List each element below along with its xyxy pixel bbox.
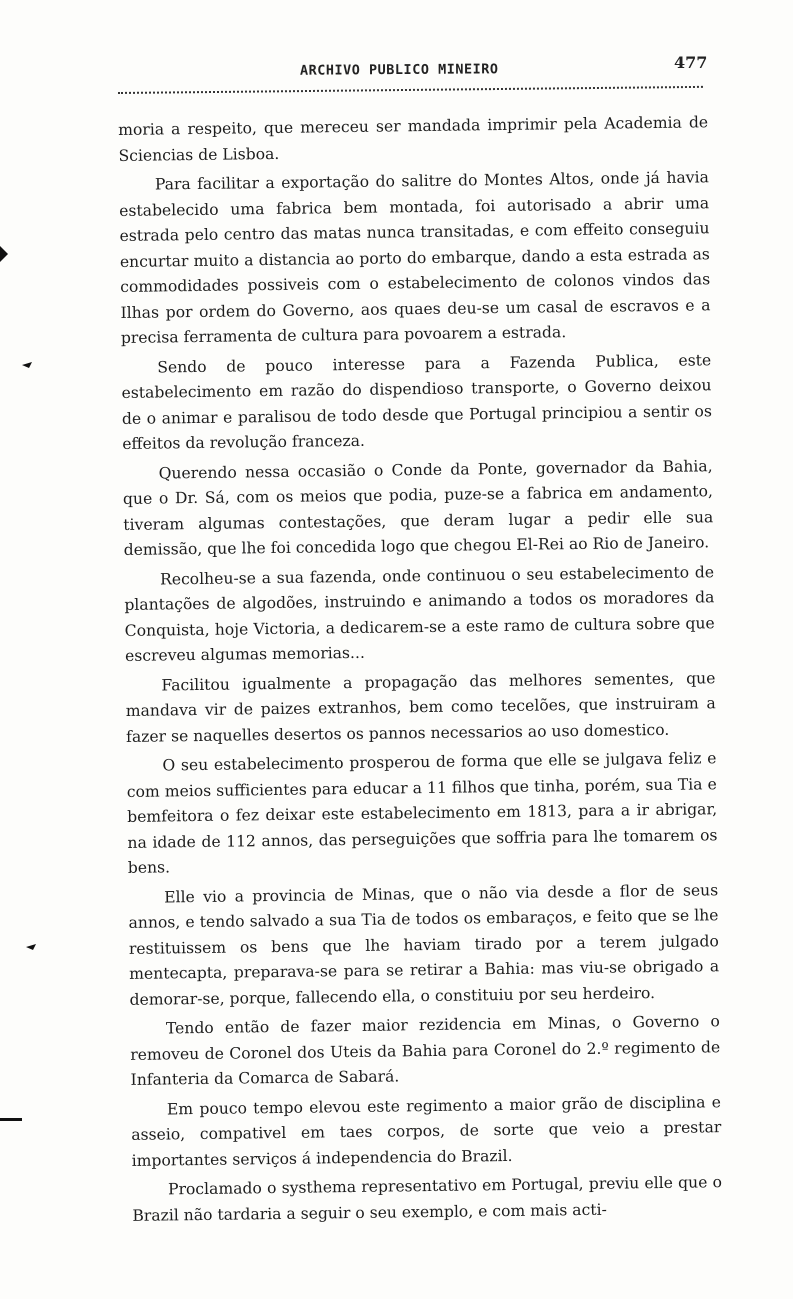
paragraph-recolheu-se: Recolheu-se a sua fazenda, onde continuou o seu estabelecimento de plantações de algodões, instruindo e animando a todos os moradores da Conquista, hoje Victoria, a dedicarem-se a este ramo de cultura sobre que escreveu algumas memorias... — [124, 562, 715, 665]
running-head-title: ARCHIVO PUBLICO MINEIRO — [299, 61, 499, 79]
margin-mark — [22, 362, 32, 368]
paragraph-fazenda-publica: Sendo de pouco interesse para a Fazenda Publica, este estabelecimento em razão do dispendioso transporte, o Governo deixou de o animar e paralisou de todo desde que Portugal principiou a sentir os effeitos da revolução franceza. — [121, 350, 713, 453]
margin-mark — [0, 246, 8, 262]
paragraph-salitre-export: Para facilitar a exportação do salitre do Montes Altos, onde já havia estabelecido uma fabrica bem montada, foi autorisado a abrir uma estrada pelo centro das matas nunca transitadas, e com effeito conseguiu encurtar muito a distancia ao porto do embarque, dando a esta estrada as commodidades possiveis com o estabelecimento de colonos vindos das Ilhas por ordem do Governo, aos quaes deu-se um casal de escravos e a precisa ferramenta de cultura para povoarem a estrada. — [119, 168, 711, 347]
paragraph-provincia-minas: Elle vio a provincia de Minas, que o não via desde a flor de seus annos, e tendo salvado a sua Tia de todos os embaraços, e feito que se lhe restituissem os bens que lhe haviam tirado por a terem julgado mentecapta, preparava-se para se retirar a Bahia: mas viu-se obrigado a demorar-se, porque, fallecendo ella, o constituiu por seu herdeiro. — [128, 880, 720, 1009]
paragraph-rezidencia: Tendo então de fazer maior rezidencia em Minas, o Governo o removeu de Coronel dos Uteis da Bahia para Coronel do 2.º regimento de Infanteria da Comarca de Sabará. — [130, 1012, 721, 1089]
paragraph-estabelecimento: O seu estabelecimento prosperou de forma que elle se julgava feliz e com meios sufficientes para educar a 11 filhos que tinha, porém, sua Tia e bemfeitora o fez deixar este estabelecimento em 1813, para a ir abrigar, na idade de 112 annos, das perseguições que soffria para lhe tomarem os bens. — [126, 749, 718, 877]
paragraph-facilitou: Facilitou igualmente a propagação das melhores sementes, que mandava vir de paizes extranhos, bem como tecelões, que instruiram a fazer se naquelles desertos os pannos necessarios ao uso domestico. — [125, 668, 716, 746]
page-number: 477 — [674, 53, 708, 72]
paragraph-proclamado: Proclamado o systhema representativo em Portugal, previu elle que o Brazil não tardaria a seguir o seu exemplo, e com mais acti- — [132, 1173, 723, 1225]
margin-mark — [26, 944, 36, 950]
paragraph-continuation: moria a respeito, que mereceu ser mandada imprimir pela Academia de Sciencias de Lisboa. — [118, 113, 709, 165]
paragraph-regimento: Em pouco tempo elevou este regimento a maior grão de disciplina e asseio, compativel em taes corpos, de sorte que veio a prestar importantes serviços á independencia do Brazil. — [131, 1092, 722, 1170]
paragraph-conde-da-ponte: Querendo nessa occasião o Conde da Ponte, governador da Bahia, que o Dr. Sá, com os meios que podia, puze-se a fabrica em andamento, tiveram algumas contestações, que deram lugar a pedir elle sua demissão, que lhe foi concedida logo que chegou El-Rei ao Rio de Janeiro. — [122, 456, 714, 559]
header-rule — [118, 86, 703, 94]
body-text — [118, 110, 722, 1229]
margin-mark — [0, 1118, 22, 1121]
